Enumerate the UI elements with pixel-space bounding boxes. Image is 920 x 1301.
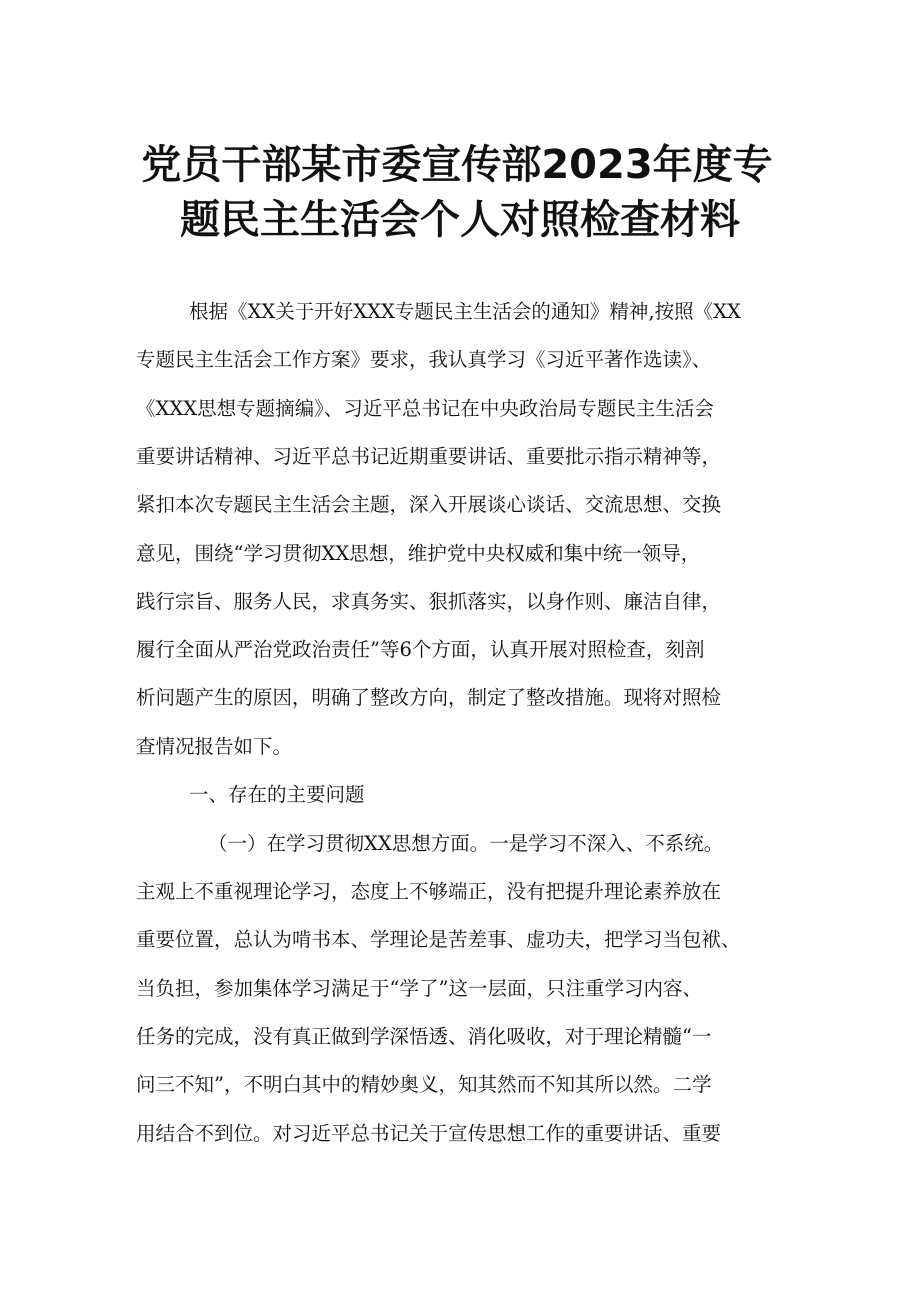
section-body-line-7: 用结合不到位。对习近平总书记关于宣传思想工作的重要讲话、重要 (136, 1122, 722, 1145)
intro-line-2: 专题民主生活会工作方案》要求，我认真学习《习近平著作选读》、 (136, 348, 712, 371)
section-body-line-3: 重要位置，总认为啃书本、学理论是苦差事、虚功夫，把学习当包袱、 (136, 928, 741, 951)
intro-line-7: 践行宗旨、服务人民，求真务实、狠抓落实，以身作则、廉洁自律， (136, 590, 722, 613)
document-title-line-1: 党员干部某市委宣传部2023年度专 (141, 142, 773, 188)
section-body-line-6: 问三不知”，不明白其中的精妙奥义，知其然而不知其所以然。二学 (136, 1073, 712, 1096)
section-body-line-1: （一）在学习贯彻XX思想方面。一是学习不深入、不系统。 (208, 832, 724, 855)
intro-line-4: 重要讲话精神、习近平总书记近期重要讲话、重要批示指示精神等， (136, 445, 722, 468)
section-heading: 一、存在的主要问题 (189, 783, 365, 806)
document-title-line-2: 题民主生活会个人对照检查材料 (180, 197, 740, 243)
section-body-line-4: 当负担，参加集体学习满足于“学了”这一层面，只注重学习内容、 (136, 977, 702, 1000)
section-body-line-5: 任务的完成，没有真正做到学深悟透、消化吸收，对于理论精髓“一 (136, 1025, 712, 1048)
intro-line-5: 紧扣本次专题民主生活会主题，深入开展谈心谈话、交流思想、交换 (136, 493, 722, 516)
intro-line-9: 析问题产生的原因，明确了整改方向，制定了整改措施。现将对照检 (136, 686, 722, 709)
intro-line-1: 根据《XX关于开好XXX专题民主生活会的通知》精神,按照《XX (189, 300, 741, 323)
intro-line-10: 查情况报告如下。 (136, 735, 293, 758)
intro-line-3: 《XXX思想专题摘编》、习近平总书记在中央政治局专题民主生活会 (136, 397, 714, 420)
section-body-line-2: 主观上不重视理论学习，态度上不够端正，没有把提升理论素养放在 (136, 880, 722, 903)
intro-line-8: 履行全面从严治党政治责任”等6个方面，认真开展对照检查，刻剖 (136, 638, 705, 661)
intro-line-6: 意见，围绕“学习贯彻XX思想，维护党中央权威和集中统一领导， (136, 542, 701, 565)
